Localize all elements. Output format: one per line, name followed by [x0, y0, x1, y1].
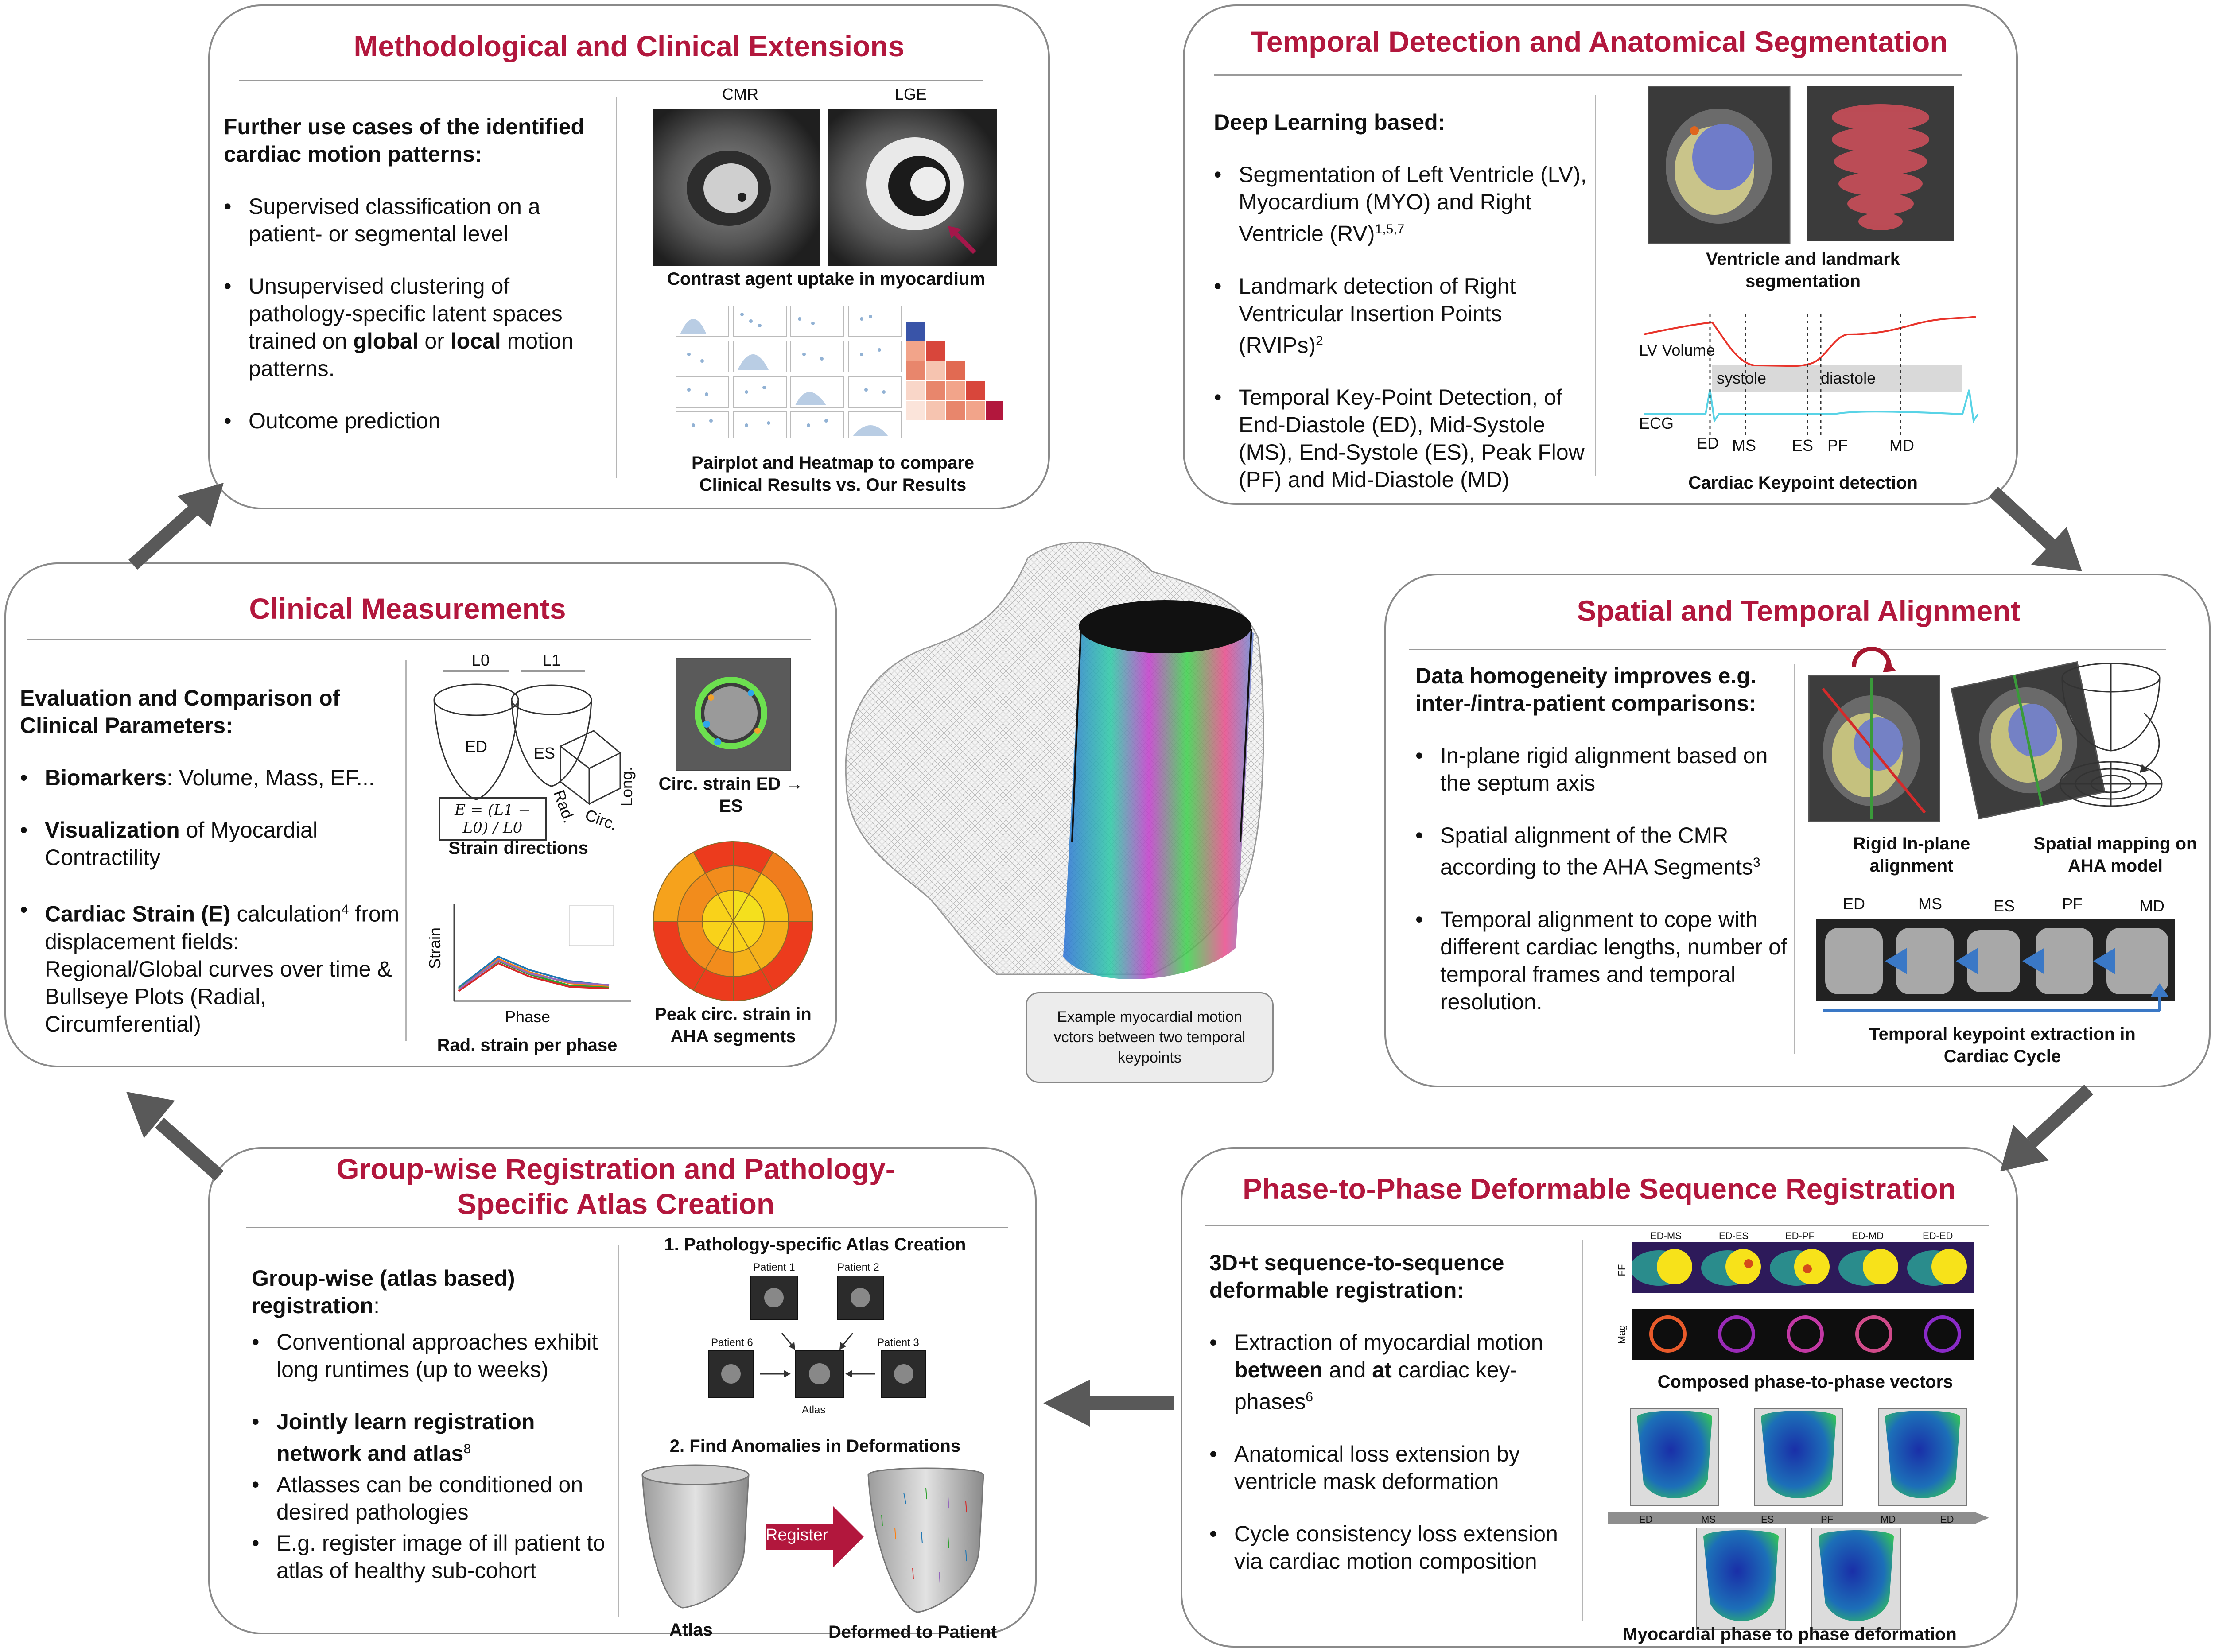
caption-phase-deformation: Myocardial phase to phase deformation — [1623, 1625, 1957, 1644]
keypoint-plot — [1635, 310, 1980, 456]
label-systole: systole — [1717, 369, 1767, 387]
bullet: • Conventional approaches exhibit long runtimes (up to weeks) — [252, 1328, 613, 1383]
divider — [1214, 74, 1962, 76]
heart-mesh-illustration — [842, 531, 1387, 1014]
caption-aha-mapping: Spatial mapping on AHA model — [2033, 834, 2197, 876]
col-label-2: ED-PF — [1785, 1230, 1815, 1241]
axis-label-3: PF — [1821, 1514, 1834, 1525]
bullet: • Unsupervised clustering of pathology-specific latent spaces trained on global or local motion patterns. — [224, 272, 609, 382]
bullet: • Temporal alignment to cope with different cardiac lengths, number of temporal frames and temporal resolution. — [1415, 906, 1792, 1016]
label-kp-es: ES — [1994, 897, 2015, 915]
cmr-lge-images — [653, 109, 997, 266]
divider — [1582, 1240, 1583, 1621]
label-patient3: Patient 3 — [877, 1337, 919, 1349]
label-kp-ms: MS — [1732, 436, 1756, 454]
atlas-creation-diagram — [704, 1276, 935, 1404]
bullet: • Supervised classification on a patient- or segmental level — [224, 193, 609, 248]
caption-strain-directions: Strain directions — [448, 838, 588, 858]
segmentation-images — [1648, 86, 1958, 246]
bullet: • Visualization of Myocardial Contractility — [20, 816, 401, 871]
caption-phase-vectors: Composed phase-to-phase vectors — [1657, 1372, 1953, 1392]
panel-body-temporal-detection — [1214, 109, 1590, 518]
col-label-4: ED-ED — [1923, 1230, 1953, 1241]
label-kp-ed: ED — [1843, 895, 1865, 913]
phase-vectors-grid — [1632, 1242, 1974, 1366]
heading: Group-wise (atlas based) registration: — [252, 1266, 515, 1318]
label-kp-pf: PF — [1827, 436, 1848, 454]
bullet: • Atlasses can be conditioned on desired pathologies — [252, 1471, 613, 1526]
caption-rad-strain: Rad. strain per phase — [437, 1035, 618, 1055]
bullet: • Cycle consistency loss extension via cardiac motion composition — [1209, 1520, 1577, 1575]
row-label-mag: Mag — [1616, 1325, 1628, 1344]
label-lv-volume: LV Volume — [1639, 341, 1715, 359]
bullet: • Cardiac Strain (E) calculation$^4$ from displacement fields: Regional/Global curves over time & Bullseye Plots (Radial, Circumferential) — [20, 896, 401, 1038]
bullet: • Segmentation of Left Ventricle (LV), Myocardium (MYO) and Right Ventricle (RV)$^{1,5,7}$ — [1214, 161, 1590, 248]
caption-segmentation: Ventricle and landmark segmentation — [1706, 249, 1900, 291]
arrow-to-phase-to-phase — [1994, 1081, 2100, 1183]
label-kp-md: MD — [2140, 897, 2164, 915]
divider — [246, 1227, 1008, 1228]
label-kp-md: MD — [1889, 436, 1914, 454]
bullet: • In-plane rigid alignment based on the septum axis — [1415, 742, 1792, 797]
label-lge: LGE — [895, 85, 927, 103]
label-long: Long. — [618, 766, 636, 807]
col-label-0: ED-MS — [1650, 1230, 1682, 1241]
label-kp-es: ES — [1792, 436, 1814, 454]
circ-strain-image — [676, 658, 791, 771]
label-kp-ms: MS — [1918, 895, 1942, 913]
label-circ: Circ. — [583, 805, 620, 834]
panel-body-clinical — [20, 684, 401, 1063]
label-kp-pf: PF — [2062, 895, 2083, 913]
bullet: • Jointly learn registration network and atlas$^8$ — [252, 1408, 613, 1467]
divider — [616, 97, 617, 478]
divider — [405, 660, 407, 1041]
label-patient2: Patient 2 — [837, 1261, 879, 1273]
heading: Evaluation and Comparison of Clinical Parameters: — [20, 686, 340, 738]
center-caption: Example myocardial motion vctors between two temporal keypoints — [1026, 992, 1274, 1083]
caption-rigid-alignment: Rigid In-plane alignment — [1853, 834, 1970, 876]
panel-body-methodological — [224, 113, 609, 459]
bullseye-plot — [651, 839, 815, 1003]
bullet: • Temporal Key-Point Detection, of End-Diastole (ED), Mid-Systole (MS), End-Systole (ES), Peak Flow (PF) and Mid-Diastole (MD) — [1214, 384, 1590, 493]
label-patient6: Patient 6 — [711, 1337, 753, 1349]
row-label-ff: FF — [1616, 1264, 1628, 1276]
divider — [1595, 95, 1596, 476]
label-diastole: diastole — [1821, 369, 1876, 387]
bullet: • Landmark detection of Right Ventricular Insertion Points (RVIPs)$^2$ — [1214, 272, 1590, 359]
divider — [1794, 664, 1795, 1054]
label-l1: L1 — [543, 651, 561, 669]
arrow-to-methodological — [120, 478, 235, 580]
phase-deformation-images — [1604, 1408, 1994, 1639]
col-label-1: ED-ES — [1719, 1230, 1749, 1241]
divider — [27, 639, 811, 640]
panel-body-spatial-alignment — [1415, 662, 1792, 1040]
heading: 3D+t sequence-to-sequence deformable registration: — [1209, 1250, 1504, 1303]
caption-temporal-keypoint: Temporal keypoint extraction in Cardiac Cycle — [1869, 1024, 2136, 1066]
panel-title-temporal-detection: Temporal Detection and Anatomical Segmentation — [1251, 25, 1948, 58]
panel-title-groupwise: Group-wise Registration and Pathology-Specific Atlas Creation — [336, 1152, 895, 1221]
label-cmr: CMR — [722, 85, 758, 103]
bullet: • E.g. register image of ill patient to atlas of healthy sub-cohort — [252, 1529, 613, 1584]
panel-title-methodological: Methodological and Clinical Extensions — [354, 30, 905, 62]
axis-label-2: ES — [1761, 1514, 1774, 1525]
heading: Further use cases of the identified cardiac motion patterns: — [224, 114, 585, 167]
caption-bullseye: Peak circ. strain in AHA segments — [655, 1004, 812, 1046]
caption-deformed: Deformed to Patient — [828, 1622, 997, 1642]
arrow-to-groupwise — [1041, 1377, 1178, 1431]
arrow-to-clinical — [115, 1081, 230, 1183]
divider — [618, 1245, 619, 1617]
label-kp-ed: ED — [1697, 434, 1719, 452]
step-atlas-creation: 1. Pathology-specific Atlas Creation — [664, 1235, 966, 1254]
axis-label-0: ED — [1639, 1514, 1653, 1525]
caption-contrast: Contrast agent uptake in myocardium — [667, 269, 985, 289]
bullet: • Anatomical loss extension by ventricle mask deformation — [1209, 1440, 1577, 1495]
label-phase-axis: Phase — [505, 1008, 551, 1026]
axis-label-1: MS — [1701, 1514, 1716, 1525]
panel-title-spatial-alignment: Spatial and Temporal Alignment — [1577, 594, 2021, 627]
register-label: Register — [766, 1526, 828, 1544]
label-patient1: Patient 1 — [753, 1261, 795, 1273]
label-rad: Rad. — [550, 787, 579, 826]
label-ecg: ECG — [1639, 414, 1674, 432]
panel-title-phase-to-phase: Phase-to-Phase Deformable Sequence Registration — [1242, 1172, 1956, 1205]
strain-formula: E = (L1 − L0) / L0 — [439, 797, 547, 841]
caption-atlas: Atlas — [669, 1620, 713, 1640]
caption-keypoint: Cardiac Keypoint detection — [1688, 473, 1918, 492]
panel-body-groupwise — [252, 1264, 613, 1609]
label-ed: ED — [465, 737, 488, 756]
panel-title-clinical: Clinical Measurements — [249, 592, 566, 625]
heading: Data homogeneity improves e.g. inter-/intra-patient comparisons: — [1415, 663, 1756, 716]
panel-body-phase-to-phase — [1209, 1249, 1577, 1600]
caption-circ-strain: Circ. strain ED → ES — [658, 774, 804, 816]
axis-label-5: ED — [1940, 1514, 1954, 1525]
caption-pairplot: Pairplot and Heatmap to compare Clinical Results vs. Our Results — [692, 453, 974, 495]
bullet: • Spatial alignment of the CMR according to the AHA Segments$^3$ — [1415, 822, 1792, 881]
label-l0: L0 — [472, 651, 490, 669]
temporal-keypoint-strip — [1814, 917, 2177, 1019]
bullet: • Extraction of myocardial motion between and at cardiac key-phases$^6$ — [1209, 1329, 1577, 1415]
pairplot-heatmap — [676, 306, 1003, 438]
arrow-to-spatial-alignment — [1985, 483, 2091, 585]
axis-label-4: MD — [1881, 1514, 1896, 1525]
label-atlas-small: Atlas — [802, 1404, 826, 1416]
bullet: • Biomarkers: Volume, Mass, EF... — [20, 764, 401, 791]
heading: Deep Learning based: — [1214, 110, 1446, 135]
bullet: • Outcome prediction — [224, 407, 609, 434]
divider — [1205, 1225, 1989, 1226]
col-label-3: ED-MD — [1852, 1230, 1884, 1241]
label-es: ES — [534, 744, 556, 762]
aha-model-diagram — [2056, 660, 2171, 810]
step-find-anomalies: 2. Find Anomalies in Deformations — [669, 1436, 961, 1456]
divider — [239, 80, 983, 81]
label-strain-axis: Strain — [426, 927, 444, 969]
